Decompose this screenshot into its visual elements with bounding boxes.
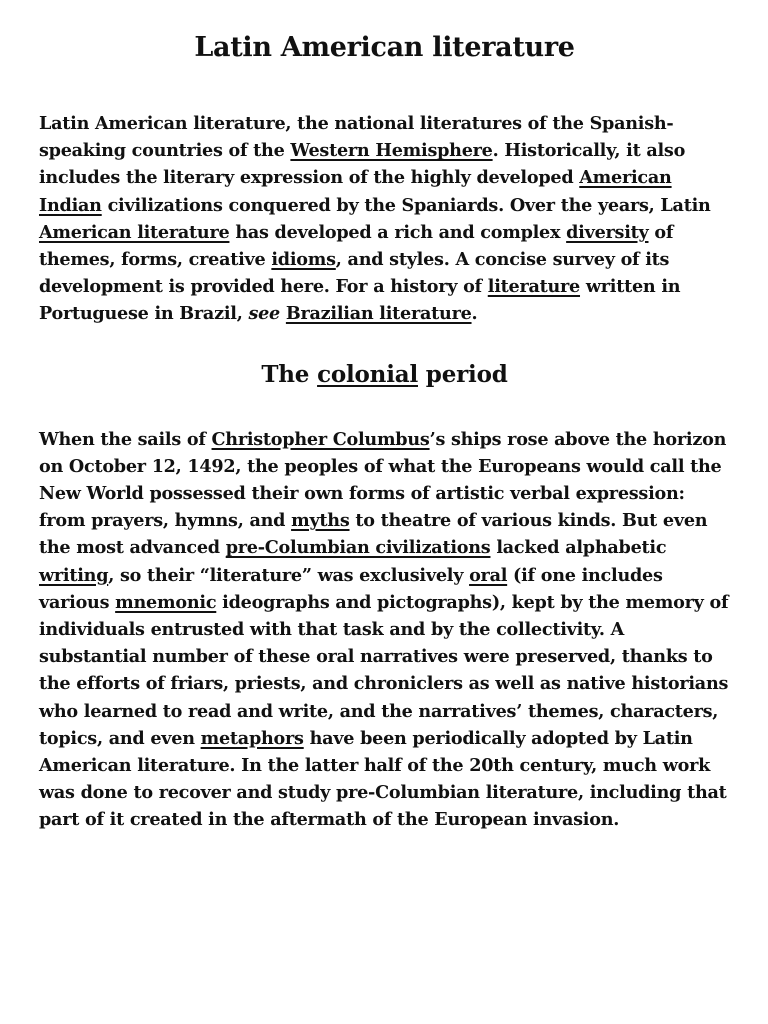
text-run: civilizations conquered by the Spaniards. Over the years, Latin — [101, 194, 711, 216]
section-heading-suffix: period — [418, 360, 508, 388]
text-run: . — [471, 303, 478, 325]
link-american-indian[interactable]: American Indian — [39, 167, 672, 216]
link-american-literature[interactable]: American literature — [39, 221, 230, 243]
link-literature[interactable]: literature — [487, 276, 581, 298]
text-run: . Historically, it also includes the literary expression of the highly developed — [39, 140, 686, 189]
link-pre-columbian-civilizations[interactable]: pre-Columbian civilizations — [225, 537, 491, 559]
link-oral[interactable]: oral — [469, 564, 508, 586]
link-metaphors[interactable]: metaphors — [200, 727, 304, 749]
text-run: lacked alphabetic — [490, 537, 667, 559]
link-western-hemisphere[interactable]: Western Hemisphere — [290, 140, 493, 162]
link-colonial[interactable]: colonial — [317, 360, 418, 388]
link-christopher-columbus[interactable]: Christopher Columbus — [211, 428, 430, 450]
page-title: Latin American literature — [194, 32, 575, 63]
link-mnemonic[interactable]: mnemonic — [115, 591, 217, 613]
section-heading-wrap — [39, 361, 730, 388]
link-writing[interactable]: writing — [39, 564, 109, 586]
text-run: (if one includes various — [39, 564, 663, 613]
text-run: written in Portuguese in Brazil, — [39, 276, 681, 325]
intro-paragraph — [39, 110, 730, 328]
text-run: , so their “literature” was exclusively — [108, 564, 470, 586]
text-run: Latin American literature, the national literatures of the Spanish-speaking countries of the — [39, 113, 674, 162]
link-diversity[interactable]: diversity — [566, 221, 649, 243]
text-run: has developed a rich and complex — [229, 221, 567, 243]
section-heading-prefix: The — [261, 360, 318, 388]
text-run: ’s ships rose above the horizon on October 12, 1492, the peoples of what the Europeans would call the New World possessed their own forms of artistic verbal expression: from prayers, hymns, and — [39, 428, 727, 532]
text-run: ideographs and pictographs), kept by the memory of individuals entrusted with that task and by the collectivity. A substantial number of these oral narratives were preserved, thanks to the efforts of friars, priests, and chroniclers as well as native historians who learned to read and write, and the narratives’ themes, characters, topics, and even — [39, 591, 729, 749]
emphasis-text: see — [248, 303, 280, 325]
text-run: When the sails of — [39, 428, 212, 450]
text-run: of themes, forms, creative — [39, 221, 674, 271]
section-heading — [39, 361, 730, 388]
link-myths[interactable]: myths — [291, 510, 350, 532]
link-idioms[interactable]: idioms — [271, 249, 336, 271]
text-run: , and styles. A concise survey of its development is provided here. For a history of — [39, 249, 670, 298]
text-run: have been periodically adopted by Latin American literature. In the latter half of the 20th century, much work was done to recover and study pre-Columbian literature, including that part of it created in the aftermath of the European invasion. — [39, 727, 727, 831]
text-run: to theatre of various kinds. But even the most advanced — [39, 510, 708, 559]
colonial-paragraph — [39, 426, 730, 834]
link-brazilian-literature[interactable]: Brazilian literature — [285, 303, 472, 325]
